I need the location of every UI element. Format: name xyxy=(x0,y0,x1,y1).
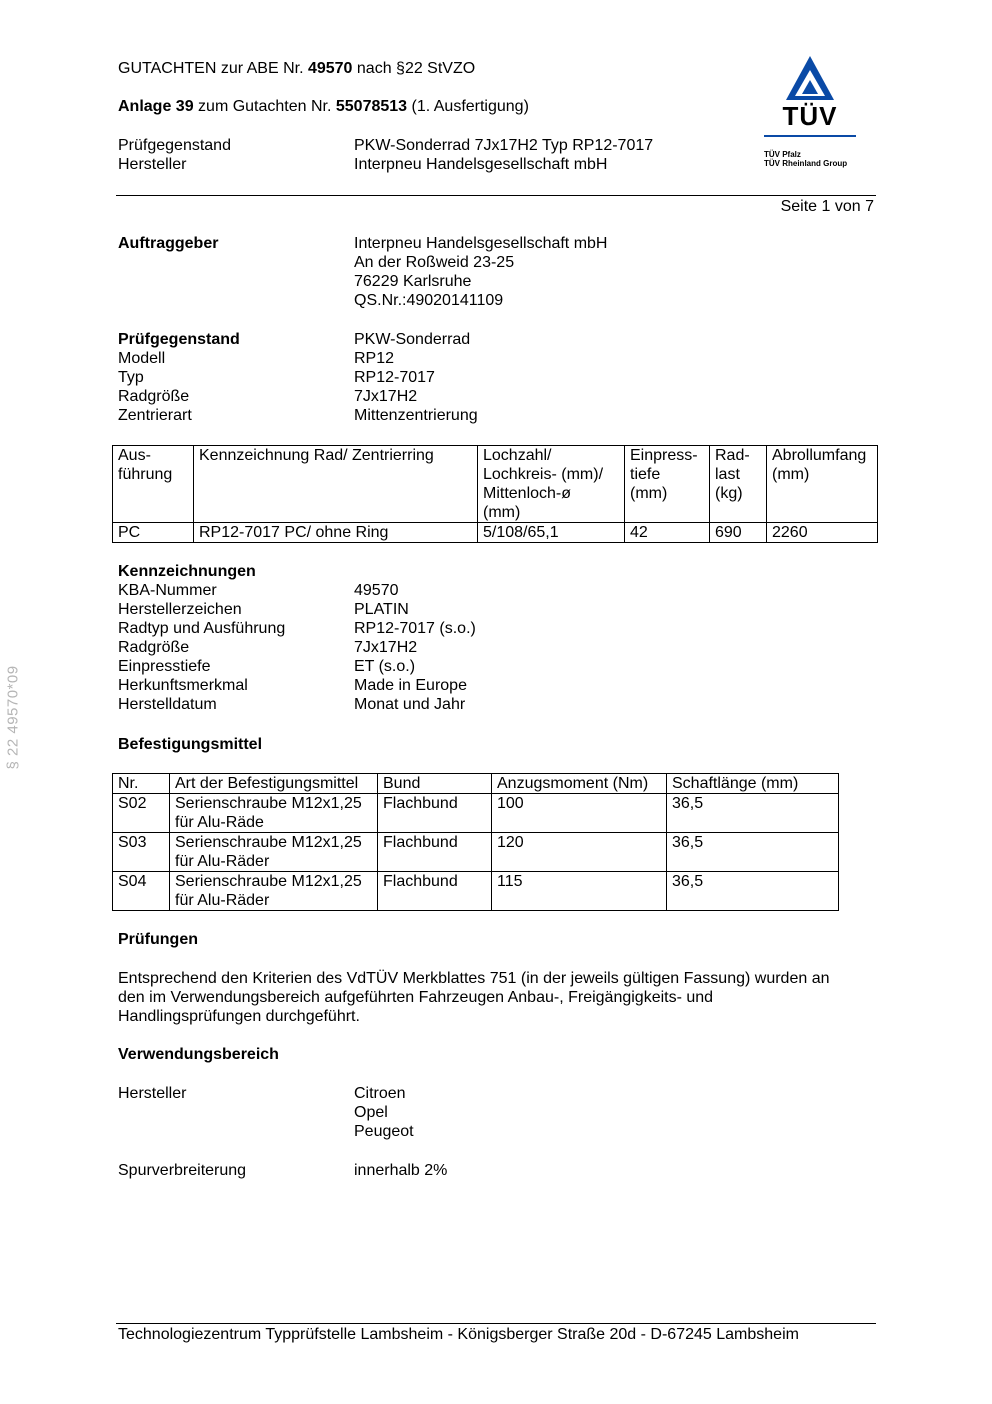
bef-header-schaft: Schaftlänge (mm) xyxy=(667,774,839,794)
table-row xyxy=(113,794,839,833)
header-value-pruefgegenstand: PKW-Sonderrad 7Jx17H2 Typ RP12-7017 xyxy=(354,137,654,154)
k-radgroesse-value: 7Jx17H2 xyxy=(354,639,418,656)
wheel-cell-lochzahl: 5/108/65,1 xyxy=(478,523,625,543)
header-value-hersteller: Interpneu Handelsgesellschaft mbH xyxy=(354,156,608,173)
tuv-logo-sub2: TÜV Rheinland Group xyxy=(764,159,848,168)
wheel-header-ausfuehrung: Aus- führung xyxy=(113,446,194,523)
header-label-pruefgegenstand: Prüfgegenstand xyxy=(118,137,231,154)
wheel-table-header-row xyxy=(113,446,878,523)
herstellerzeichen-value: PLATIN xyxy=(354,601,409,618)
wheel-header-lochzahl: Lochzahl/ Lochkreis- (mm)/ Mittenloch-ø (mm) xyxy=(478,446,625,523)
pruefungen-line-1: Entsprechend den Kriterien des VdTÜV Merkblattes 751 (in der jeweils gültigen Fassung) wurden an xyxy=(118,970,830,987)
herkunftsmerkmal-value: Made in Europe xyxy=(354,677,467,694)
kbanummer-label: KBA-Nummer xyxy=(118,582,217,599)
bef-header-bund: Bund xyxy=(378,774,492,794)
bef-header-art: Art der Befestigungsmittel xyxy=(170,774,378,794)
spurverbreiterung-value: innerhalb 2% xyxy=(354,1162,448,1179)
radgroesse-value: 7Jx17H2 xyxy=(354,388,418,405)
befestigung-table xyxy=(112,773,839,911)
bef-header-nr: Nr. xyxy=(113,774,170,794)
pruefgegenstand-value: PKW-Sonderrad xyxy=(354,331,471,348)
bef-cell-nr: S03 xyxy=(113,833,170,872)
verwendung-title: Verwendungsbereich xyxy=(118,1046,279,1063)
kbanummer-value: 49570 xyxy=(354,582,399,599)
wheel-cell-ausfuehrung: PC xyxy=(113,523,194,543)
wheel-cell-radlast: 690 xyxy=(710,523,767,543)
bef-cell-moment: 115 xyxy=(492,872,667,911)
auftraggeber-label: Auftraggeber xyxy=(118,235,219,252)
pruefungen-line-2: den im Verwendungsbereich aufgeführten Fahrzeugen Anbau-, Freigängigkeits- und xyxy=(118,989,714,1006)
befestigung-header-row xyxy=(113,774,839,794)
bef-cell-moment: 100 xyxy=(492,794,667,833)
footer-divider xyxy=(116,1323,876,1324)
wheel-cell-kennzeichnung: RP12-7017 PC/ ohne Ring xyxy=(194,523,478,543)
header-line-1: GUTACHTEN zur ABE Nr. 49570 nach §22 StVZO xyxy=(118,60,476,77)
auftraggeber-line-3: 76229 Karlsruhe xyxy=(354,273,472,290)
tuv-logo-sub1: TÜV Pfalz xyxy=(764,150,801,159)
befestigung-title: Befestigungsmittel xyxy=(118,736,263,753)
bef-header-moment: Anzugsmoment (Nm) xyxy=(492,774,667,794)
page-number: Seite 1 von 7 xyxy=(780,198,874,215)
bef-cell-schaft: 36,5 xyxy=(667,794,839,833)
bef-cell-nr: S04 xyxy=(113,872,170,911)
bef-cell-moment: 120 xyxy=(492,833,667,872)
herstellerzeichen-label: Herstellerzeichen xyxy=(118,601,242,618)
bef-cell-bund: Flachbund xyxy=(378,872,492,911)
kennzeichnungen-title: Kennzeichnungen xyxy=(118,563,256,580)
verwendung-hersteller-2: Opel xyxy=(354,1104,388,1121)
zentrierart-label: Zentrierart xyxy=(118,407,192,424)
k-radgroesse-label: Radgröße xyxy=(118,639,190,656)
side-watermark xyxy=(2,640,26,770)
herstelldatum-label: Herstelldatum xyxy=(118,696,217,713)
bef-cell-art: Serienschraube M12x1,25 für Alu-Räder xyxy=(170,872,378,911)
tuv-logo-text: TÜV xyxy=(782,101,838,131)
verwendung-hersteller-label: Hersteller xyxy=(118,1085,187,1102)
modell-label: Modell xyxy=(118,350,166,367)
auftraggeber-line-1: Interpneu Handelsgesellschaft mbH xyxy=(354,235,608,252)
wheel-cell-abrollumfang: 2260 xyxy=(767,523,878,543)
herkunftsmerkmal-label: Herkunftsmerkmal xyxy=(118,677,248,694)
wheel-header-einpresstiefe: Einpress- tiefe (mm) xyxy=(625,446,710,523)
header-label-hersteller: Hersteller xyxy=(118,156,187,173)
bef-cell-nr: S02 xyxy=(113,794,170,833)
bef-cell-schaft: 36,5 xyxy=(667,872,839,911)
bef-cell-art: Serienschraube M12x1,25 für Alu-Räde xyxy=(170,794,378,833)
einpresstiefe-value: ET (s.o.) xyxy=(354,658,416,675)
header-divider xyxy=(116,195,876,196)
pruefungen-line-3: Handlingsprüfungen durchgeführt. xyxy=(118,1008,360,1025)
header-line-2: Anlage 39 zum Gutachten Nr. 55078513 (1. Ausfertigung) xyxy=(118,98,529,115)
spurverbreiterung-label: Spurverbreiterung xyxy=(118,1162,247,1179)
radgroesse-label: Radgröße xyxy=(118,388,190,405)
tuv-logo xyxy=(760,52,860,174)
modell-value: RP12 xyxy=(354,350,395,367)
radtyp-value: RP12-7017 (s.o.) xyxy=(354,620,476,637)
herstelldatum-value: Monat und Jahr xyxy=(354,696,466,713)
verwendung-hersteller-1: Citroen xyxy=(354,1085,406,1102)
zentrierart-value: Mittenzentrierung xyxy=(354,407,478,424)
bef-cell-bund: Flachbund xyxy=(378,833,492,872)
wheel-cell-einpresstiefe: 42 xyxy=(625,523,710,543)
bef-cell-bund: Flachbund xyxy=(378,794,492,833)
wheel-header-kennzeichnung: Kennzeichnung Rad/ Zentrierring xyxy=(194,446,478,523)
footer-text: Technologiezentrum Typprüfstelle Lambsheim - Königsberger Straße 20d - D-67245 Lambsheim xyxy=(118,1326,799,1343)
wheel-table xyxy=(112,445,878,543)
bef-cell-art: Serienschraube M12x1,25 für Alu-Räder xyxy=(170,833,378,872)
typ-label: Typ xyxy=(118,369,144,386)
typ-value: RP12-7017 xyxy=(354,369,435,386)
pruefungen-title: Prüfungen xyxy=(118,931,198,948)
auftraggeber-line-2: An der Roßweid 23-25 xyxy=(354,254,515,271)
side-watermark-text: § 22 49570*09 xyxy=(4,665,22,770)
table-row xyxy=(113,833,839,872)
wheel-header-abrollumfang: Abrollumfang (mm) xyxy=(767,446,878,523)
auftraggeber-line-4: QS.Nr.:49020141109 xyxy=(354,292,504,309)
wheel-header-radlast: Rad- last (kg) xyxy=(710,446,767,523)
radtyp-label: Radtyp und Ausführung xyxy=(118,620,286,637)
einpresstiefe-label: Einpresstiefe xyxy=(118,658,211,675)
pruefgegenstand-label: Prüfgegenstand xyxy=(118,331,240,348)
verwendung-hersteller-3: Peugeot xyxy=(354,1123,414,1140)
bef-cell-schaft: 36,5 xyxy=(667,833,839,872)
table-row xyxy=(113,872,839,911)
table-row xyxy=(113,523,878,543)
